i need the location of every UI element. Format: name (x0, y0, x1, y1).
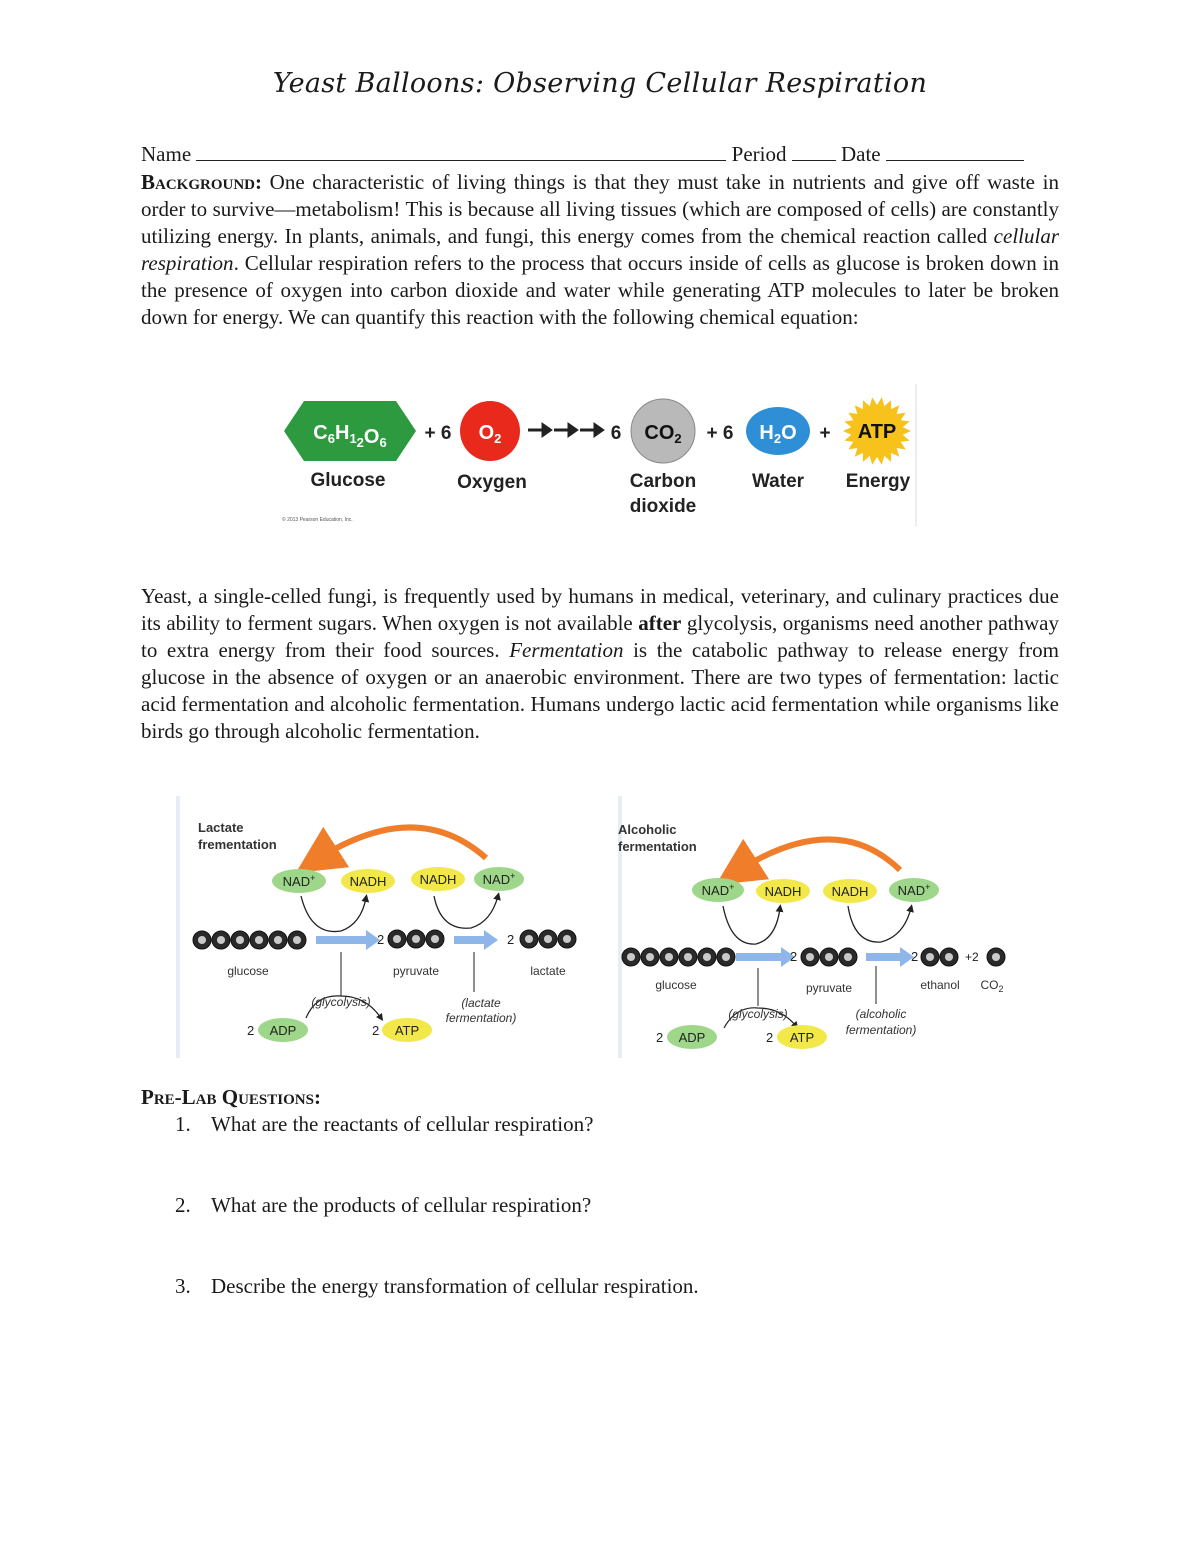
atp-label: ATP (857, 421, 897, 443)
oxygen-formula: $O_2$ (478, 422, 502, 446)
alcoholic-glucose-carbon-bead-center (665, 953, 673, 961)
figure-copyright: © 2013 Pearson Education, Inc. (282, 517, 353, 523)
alcoholic-co2-molecule (987, 948, 1005, 966)
alcoholic-glucose-label: glucose (655, 978, 697, 992)
alcoholic-glucose-carbon-bead-center (646, 953, 654, 961)
background-paragraph (141, 169, 1059, 331)
lactate-pyruvate-coef: 2 (377, 932, 385, 947)
glucose-label: Glucose (310, 470, 386, 491)
lactate-title-1: Lactate (198, 820, 244, 835)
lactate-glucose-carbon-bead-center (255, 936, 263, 944)
lactate-lactate-label: lactate (530, 964, 566, 978)
background-text-1: One characteristic of living things is that they must take in nutrients and give off waste in order to survive—metabolism! This is because all living tissues (which are composed of cells) are constantly utilizing energy. In plants, animals, and fungi, this energy comes from the chemical reaction called (141, 170, 1059, 248)
lactate-glucose-carbon-bead-center (236, 936, 244, 944)
alcoholic-glucose-carbon-bead-center (703, 953, 711, 961)
lactate-glucose-molecule (193, 931, 306, 949)
lactate-glucose-carbon-bead-center (198, 936, 206, 944)
lactate-pyruvate-carbon-bead-center (412, 935, 420, 943)
fermentation-text-2: glycolysis, organisms need another pathway to extra energy from their food sources. (141, 611, 1059, 662)
lactate-lactate-molecule (520, 930, 576, 948)
alcoholic-glucose-molecule (622, 948, 735, 966)
fermentation-text-1: Yeast, a single-celled fungi, is frequently used by humans in medical, veterinary, and culinary practices due its ability to ferment sugars. When oxygen is not available (141, 584, 1059, 635)
fermentation-diagram (176, 796, 1016, 1058)
alcoholic-step-label-2: fermentation) (845, 1023, 917, 1037)
lactate-adp: ADP (269, 1023, 297, 1038)
prelab-heading: Pre-Lab Questions: (141, 1085, 321, 1109)
alcoholic-ethanol-molecule (921, 948, 958, 966)
lactate-glucose-label: glucose (227, 964, 269, 978)
energy-label: Energy (845, 471, 911, 492)
lactate-step-label-1: (lactate (461, 996, 501, 1010)
alcoholic-pyruvate-coef: 2 (790, 949, 798, 964)
period-label: Period (731, 142, 787, 166)
alcoholic-pyruvate-label: pyruvate (805, 981, 853, 995)
oxygen-label: Oxygen (457, 472, 527, 493)
alcoholic-nad1: NAD+ (701, 882, 735, 898)
atp-plus: + (819, 423, 831, 444)
water-coefficient: + 6 (706, 423, 734, 444)
lactate-nad-recycle-arrow (316, 827, 486, 860)
co2-formula: $CO_2$ (644, 422, 682, 446)
lactate-glycolysis-label: (glycolysis) (311, 995, 371, 1009)
lactate-atp-coef: 2 (372, 1023, 380, 1038)
alcoholic-nadh2: NADH (831, 884, 869, 899)
alcoholic-title-1: Alcoholic (618, 822, 677, 837)
lactate-step-label-2: fermentation) (445, 1011, 517, 1025)
alcoholic-step-label-1: (alcoholic (855, 1007, 907, 1021)
question-text: Describe the energy transformation of cellular respiration. (211, 1274, 699, 1298)
lactate-nad1: NAD+ (282, 873, 316, 889)
alcoholic-ethanol-carbon-bead-center (926, 953, 934, 961)
background-term: cellular respiration (141, 224, 1059, 275)
lactate-adp-coef: 2 (247, 1023, 255, 1038)
alcoholic-adp: ADP (678, 1030, 706, 1045)
question-number: 2. (175, 1193, 191, 1217)
reaction-arrows-icon (528, 423, 604, 437)
water-label: Water (751, 471, 805, 492)
lactate-glucose-carbon-bead-center (293, 936, 301, 944)
alcoholic-co2-label: $CO_2$ (980, 978, 1004, 994)
alcoholic-pyruvate-molecule (801, 948, 857, 966)
question-number: 3. (175, 1274, 191, 1298)
alcoholic-ethanol-label: ethanol (920, 978, 960, 992)
period-blank[interactable] (792, 142, 836, 161)
lactate-flow-arrow-2 (484, 930, 498, 950)
alcoholic-atp-coef: 2 (766, 1030, 774, 1045)
lactate-nadh1: NADH (349, 874, 387, 889)
background-heading: Background: (141, 170, 262, 194)
alcoholic-glycolysis-label: (glycolysis) (728, 1007, 788, 1021)
page-title: Yeast Balloons: Observing Cellular Respiration (272, 68, 928, 99)
alcoholic-title-2: fermentation (618, 839, 697, 854)
student-info-line (141, 142, 1061, 167)
fermentation-bold-term: after (638, 611, 682, 635)
alcoholic-glucose-carbon-bead-center (627, 953, 635, 961)
alcoholic-co2-coef: +2 (965, 950, 979, 964)
lactate-pyruvate-carbon-bead-center (393, 935, 401, 943)
alcoholic-adp-coef: 2 (656, 1030, 664, 1045)
dioxide-label: dioxide (629, 496, 697, 517)
lactate-atp: ATP (394, 1023, 420, 1038)
lactate-pyruvate-molecule (388, 930, 444, 948)
lactate-glucose-carbon-bead-center (274, 936, 282, 944)
name-label: Name (141, 142, 192, 166)
alcoholic-pyruvate-carbon-bead-center (825, 953, 833, 961)
fermentation-paragraph (141, 583, 1059, 745)
lactate-fermentation-panel (193, 820, 576, 1042)
lactate-glucose-carbon-bead-center (217, 936, 225, 944)
prelab-question-2 (175, 1193, 591, 1218)
carbon-label: Carbon (629, 471, 697, 492)
water-formula: $H_2O$ (759, 422, 797, 446)
fermentation-text-3: is the catabolic pathway to release energy from glucose in the absence of oxygen or an anaerobic environment. There are two types of fermentation: lactic acid fermentation and alcoholic fermentation. Humans undergo lactic acid fermentation while organisms like birds go through alcoholic fermentation. (141, 638, 1059, 743)
fermentation-term: Fermentation (509, 638, 624, 662)
glucose-formula: $C_6H_{12}O_6$ (313, 422, 387, 450)
question-text: What are the products of cellular respiration? (211, 1193, 592, 1217)
lactate-lactate-carbon-bead-center (525, 935, 533, 943)
background-text-2: . Cellular respiration refers to the process that occurs inside of cells as glucose is broken down in the presence of oxygen into carbon dioxide and water while generating ATP molecules to later be broken down for energy. We can quantify this reaction with the following chemical equation: (141, 251, 1059, 329)
lactate-lactate-carbon-bead-center (544, 935, 552, 943)
lactate-lactate-coef: 2 (507, 932, 515, 947)
alcoholic-ethanol-carbon-bead-center (945, 953, 953, 961)
oxygen-coefficient: + 6 (424, 423, 452, 444)
alcoholic-glucose-carbon-bead-center (684, 953, 692, 961)
alcoholic-nadh1: NADH (764, 884, 802, 899)
alcoholic-nad2: NAD+ (897, 882, 931, 898)
alcoholic-nad-recycle-arrow (736, 839, 900, 872)
alcoholic-co2-carbon-bead-center (992, 953, 1000, 961)
alcoholic-glucose-carbon-bead-center (722, 953, 730, 961)
alcoholic-pyruvate-carbon-bead-center (806, 953, 814, 961)
lactate-lactate-carbon-bead-center (563, 935, 571, 943)
date-blank[interactable] (886, 142, 1024, 161)
alcoholic-ethanol-coef: 2 (911, 949, 919, 964)
lactate-title-2: frementation (198, 837, 277, 852)
name-blank[interactable] (196, 142, 726, 161)
date-label: Date (840, 142, 881, 166)
alcoholic-pyruvate-carbon-bead-center (844, 953, 852, 961)
lactate-pyruvate-label: pyruvate (392, 964, 440, 978)
alcoholic-atp: ATP (789, 1030, 815, 1045)
question-number: 1. (175, 1112, 191, 1136)
co2-coefficient: 6 (610, 423, 622, 444)
lactate-nad2: NAD+ (482, 871, 516, 887)
respiration-equation-figure (270, 384, 918, 526)
prelab-question-1 (175, 1112, 593, 1137)
lactate-nadh2: NADH (419, 872, 457, 887)
prelab-question-3 (175, 1274, 699, 1299)
lactate-pyruvate-carbon-bead-center (431, 935, 439, 943)
question-text: What are the reactants of cellular respiration? (211, 1112, 594, 1136)
alcoholic-fermentation-panel (618, 822, 1005, 1049)
